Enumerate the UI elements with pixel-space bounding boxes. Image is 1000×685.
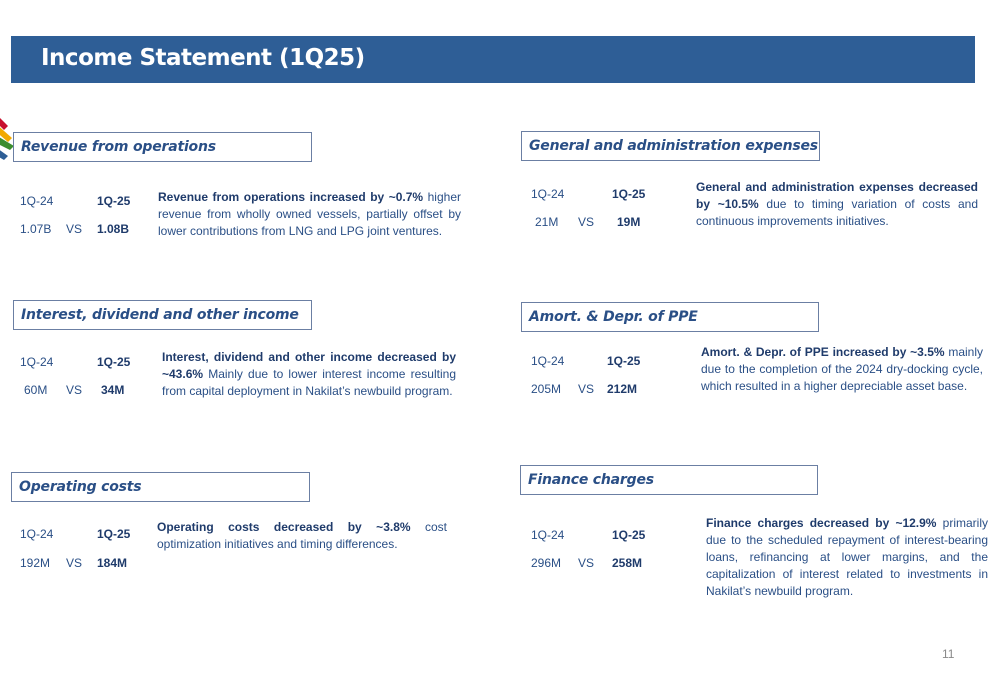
curr-period-label: 1Q-25 <box>97 527 131 541</box>
section-description <box>706 515 988 600</box>
section-header: General and administration expenses <box>521 131 820 161</box>
section-header: Finance charges <box>520 465 818 495</box>
vs-label: VS <box>578 215 595 229</box>
prev-period-label: 1Q-24 <box>20 355 54 369</box>
prev-period-label: 1Q-24 <box>20 194 54 208</box>
curr-value: 212M <box>607 382 638 396</box>
prev-value: 60M <box>24 383 48 397</box>
description-text: due to timing variation of costs and continuous improvements initiatives. <box>696 197 978 228</box>
description-highlight: Interest, dividend and other income decreased by ~43.6% <box>162 350 456 381</box>
description-text: mainly due to the completion of the 2024 dry-docking cycle, which resulted in a higher depreciable asset base. <box>701 345 984 393</box>
prev-value: 21M <box>535 215 559 229</box>
description-highlight: Revenue from operations increased by ~0.7% <box>158 190 424 204</box>
curr-value: 184M <box>97 556 128 570</box>
curr-period-label: 1Q-25 <box>612 528 646 542</box>
prev-value: 192M <box>20 556 51 570</box>
curr-value: 19M <box>617 215 641 229</box>
section-description <box>701 344 983 395</box>
vs-label: VS <box>66 222 83 236</box>
description-highlight: Operating costs decreased by ~3.8% <box>157 520 411 534</box>
prev-value: 296M <box>531 556 562 570</box>
vs-label: VS <box>578 382 595 396</box>
prev-value: 1.07B <box>20 222 52 236</box>
description-highlight: Amort. & Depr. of PPE increased by ~3.5% <box>701 345 945 359</box>
description-text: primarily due to the scheduled repayment of interest-bearing loans, refinancing at lower margins, and the capitalization of interest related to investments in Nakilat’s newbuild program. <box>706 516 988 598</box>
description-text: Mainly due to lower interest income resulting from capital deployment in Nakilat’s newbuild program. <box>162 367 456 398</box>
prev-period-label: 1Q-24 <box>531 528 565 542</box>
section-description <box>157 519 447 553</box>
vs-label: VS <box>66 556 83 570</box>
curr-period-label: 1Q-25 <box>607 354 641 368</box>
curr-value: 34M <box>101 383 125 397</box>
curr-period-label: 1Q-25 <box>612 187 646 201</box>
description-highlight: Finance charges decreased by ~12.9% <box>706 516 937 530</box>
description-highlight: General and administration expenses decreased by ~10.5% <box>696 180 978 211</box>
curr-period-label: 1Q-25 <box>97 194 131 208</box>
curr-value: 258M <box>612 556 643 570</box>
vs-label: VS <box>66 383 83 397</box>
vs-label: VS <box>578 556 595 570</box>
description-text: cost optimization initiatives and timing differences. <box>157 520 448 551</box>
title-bar <box>11 36 975 83</box>
section-description <box>162 349 456 400</box>
section-header: Amort. & Depr. of PPE <box>521 302 819 332</box>
page-title: Income Statement (1Q25) <box>41 45 365 71</box>
description-text: higher revenue from wholly owned vessels, partially offset by lower contributions from LNG and LPG joint ventures. <box>158 190 461 238</box>
curr-period-label: 1Q-25 <box>97 355 131 369</box>
page-number: 11 <box>942 647 955 661</box>
section-header: Revenue from operations <box>13 132 312 162</box>
section-description <box>158 189 461 240</box>
section-description <box>696 179 978 230</box>
section-header: Operating costs <box>11 472 310 502</box>
prev-period-label: 1Q-24 <box>531 354 565 368</box>
curr-value: 1.08B <box>97 222 130 236</box>
section-header: Interest, dividend and other income <box>13 300 312 330</box>
prev-period-label: 1Q-24 <box>531 187 565 201</box>
prev-value: 205M <box>531 382 562 396</box>
prev-period-label: 1Q-24 <box>20 527 54 541</box>
